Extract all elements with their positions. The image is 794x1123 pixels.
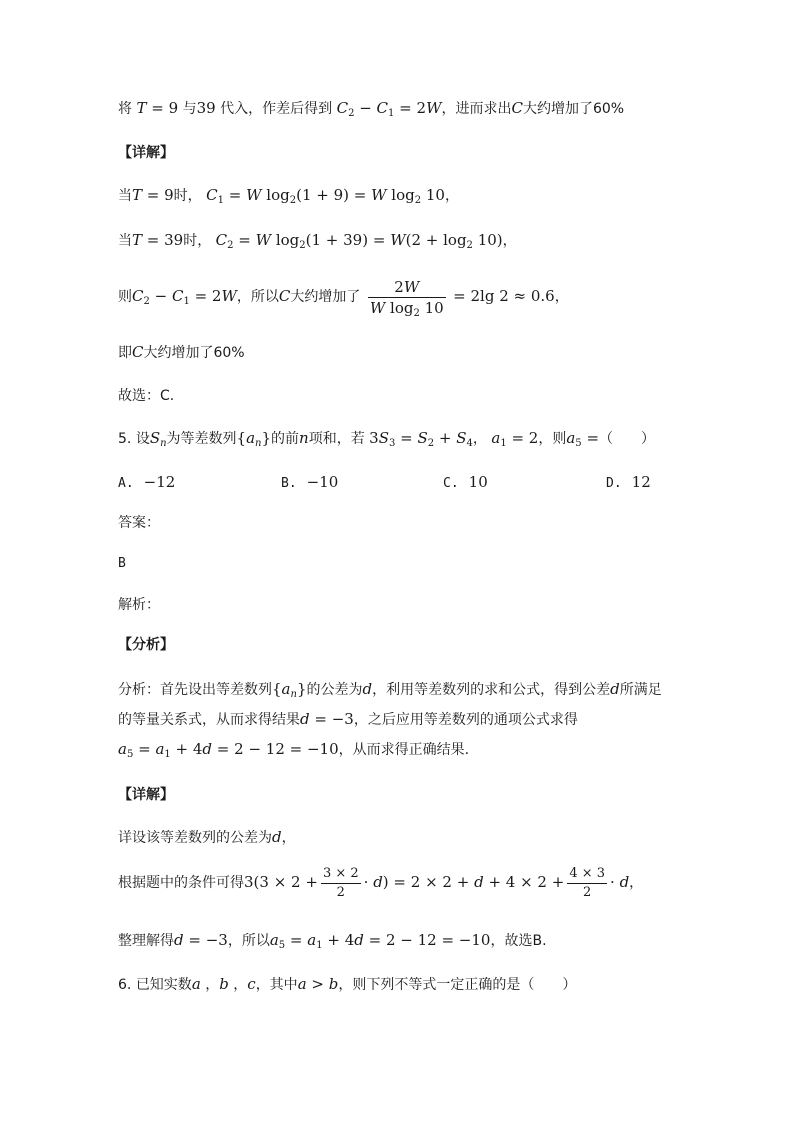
text: 当: [118, 188, 132, 204]
text: ，: [502, 233, 517, 249]
text: ，则下列不等式一定正确的是（ ）: [338, 977, 577, 993]
formula: d = −3: [300, 710, 354, 728]
text: 已知实数: [135, 977, 192, 993]
text: ，所以: [236, 289, 279, 305]
detail-line-2: [118, 230, 517, 251]
analysis-label: 解析：: [118, 597, 160, 613]
option-value: −10: [306, 473, 339, 491]
text: 的前: [271, 431, 300, 447]
formula: C: [278, 287, 291, 305]
question-number: 6.: [118, 977, 132, 993]
option-label: C.: [443, 476, 459, 491]
formula: a: [191, 975, 201, 993]
text: 则: [118, 289, 132, 305]
text: 所满足: [619, 682, 662, 698]
detail-line-3: [118, 276, 569, 317]
formula: d: [362, 680, 373, 698]
formula: T = 9: [132, 186, 174, 204]
text: ，从而求得正确结果.: [338, 742, 470, 758]
formula: $\{a_n\}$: [272, 680, 307, 700]
option-label: D.: [606, 476, 622, 491]
formula: = 2lg 2: [453, 287, 514, 305]
text: ，: [444, 188, 459, 204]
text: 为等差数列: [166, 431, 237, 447]
text: 60%: [213, 345, 245, 361]
question-5: [118, 428, 655, 449]
text: ，: [554, 289, 569, 305]
formula: · d) = 2 × 2 + d + 4 × 2 +: [363, 873, 565, 891]
option-value: −12: [143, 473, 176, 491]
text: （ ）: [599, 431, 656, 447]
formula: $C_2 - C_1 = 2W$: [336, 99, 442, 119]
text: ，: [472, 431, 487, 447]
option-a[interactable]: [118, 472, 175, 494]
analysis-line-2: [118, 709, 578, 730]
text: 的等量关系式，从而求得结果: [118, 712, 300, 728]
text: ，之后应用等差数列的通项公式求得: [353, 712, 578, 728]
text: 时，: [173, 188, 202, 204]
option-label: A.: [118, 476, 134, 491]
formula: T = 9: [136, 99, 179, 117]
text: 整理解得: [118, 933, 174, 949]
text: 60%: [592, 101, 625, 117]
text: 设: [135, 431, 150, 447]
fraction: $\frac{3 \times 2}{2}$: [322, 865, 359, 900]
option-value: 10: [468, 473, 488, 491]
solution-summary-line: [118, 98, 624, 119]
option-c[interactable]: [443, 472, 488, 494]
text: 大约增加了: [143, 345, 214, 361]
formula: $C_2 = W$ $\log_2(1 + 39) = W(2 + \log_2 10)$: [215, 231, 503, 251]
option-d[interactable]: [606, 472, 651, 494]
formula: $a_5$ =: [566, 429, 600, 449]
detail2-line-3: [118, 930, 547, 951]
text: 时，: [183, 233, 212, 249]
formula: 3(3 × 2 +: [244, 873, 318, 891]
text: ，: [281, 830, 296, 846]
formula: a > b: [297, 975, 339, 993]
answer-value: B: [118, 556, 126, 571]
formula: $a_5 = a_1 + 4d = 2 - 12 = -10$: [118, 740, 339, 760]
text: 大约增加了: [290, 289, 361, 305]
formula: $\{a_n\}$: [236, 429, 272, 449]
text: 当: [118, 233, 132, 249]
analysis-heading: 【分析】: [118, 637, 174, 653]
text: 的公差为: [306, 682, 363, 698]
text: ，所以: [227, 933, 270, 949]
option-value: 12: [631, 473, 651, 491]
detail-heading: 【详解】: [118, 145, 174, 161]
fraction: $\frac{4 \times 3}{2}$: [569, 865, 606, 900]
formula: d = −3: [174, 931, 228, 949]
analysis-line-1: [118, 679, 662, 700]
formula: d: [272, 828, 282, 846]
formula: d: [610, 680, 620, 698]
answer-choice-line: 故选：C.: [118, 388, 175, 404]
analysis-line-3: [118, 739, 469, 760]
formula: $a_5 = a_1 + 4d = 2 - 12 = -10$: [269, 931, 491, 951]
formula: $a_1 = 2$: [491, 429, 539, 449]
formula: 39: [196, 99, 216, 117]
formula: C: [132, 343, 144, 361]
detail2-line-2: [118, 862, 643, 903]
formula: $3S_3 = S_2 + S_4$: [369, 429, 473, 449]
text: 详设该等差数列的公差为: [118, 830, 272, 846]
text: 根据题中的条件可得: [118, 875, 244, 891]
formula: n: [299, 429, 309, 447]
text: 代入，作差后得到: [220, 101, 333, 117]
formula: b: [219, 975, 229, 993]
text: 与: [182, 101, 197, 117]
detail-line-1: [118, 185, 459, 206]
text: 分析：首先设出等差数列: [118, 682, 272, 698]
formula: c: [247, 975, 256, 993]
formula: $C_2 - C_1 = 2W$: [132, 287, 237, 307]
formula: T = 39: [132, 231, 184, 249]
text: ，利用等差数列的求和公式，得到公差: [372, 682, 611, 698]
formula: ≈ 0.6: [513, 287, 555, 305]
formula: $S_n$: [149, 429, 167, 449]
text: ，故选B.: [490, 933, 547, 949]
text: ，则: [538, 431, 567, 447]
detail-line-4: [118, 342, 245, 363]
formula: $C_1 = W$ $\log_2(1 + 9) = W$ $\log_2 10$: [206, 186, 445, 206]
option-label: B.: [281, 476, 297, 491]
question-6: 6. 已知实数a ，b ，c，其中a > b，则下列不等式一定正确的是（ ）: [118, 975, 577, 993]
text: ，其中: [255, 977, 298, 993]
text: ，: [629, 875, 644, 891]
option-b[interactable]: [281, 472, 338, 494]
text: 即: [118, 345, 132, 361]
text: ，进而求出: [441, 101, 512, 117]
formula: C: [511, 99, 523, 117]
formula: · d: [610, 873, 630, 891]
detail2-line-1: [118, 827, 296, 848]
question-number: 5.: [118, 431, 132, 447]
text: 项和，若: [308, 431, 365, 447]
answer-label: 答案：: [118, 515, 160, 531]
text: 将: [118, 101, 132, 117]
detail-heading-2: 【详解】: [118, 787, 174, 803]
fraction: $\frac{2W}{W \log_2 10}$: [369, 277, 444, 319]
text: 大约增加了: [522, 101, 593, 117]
